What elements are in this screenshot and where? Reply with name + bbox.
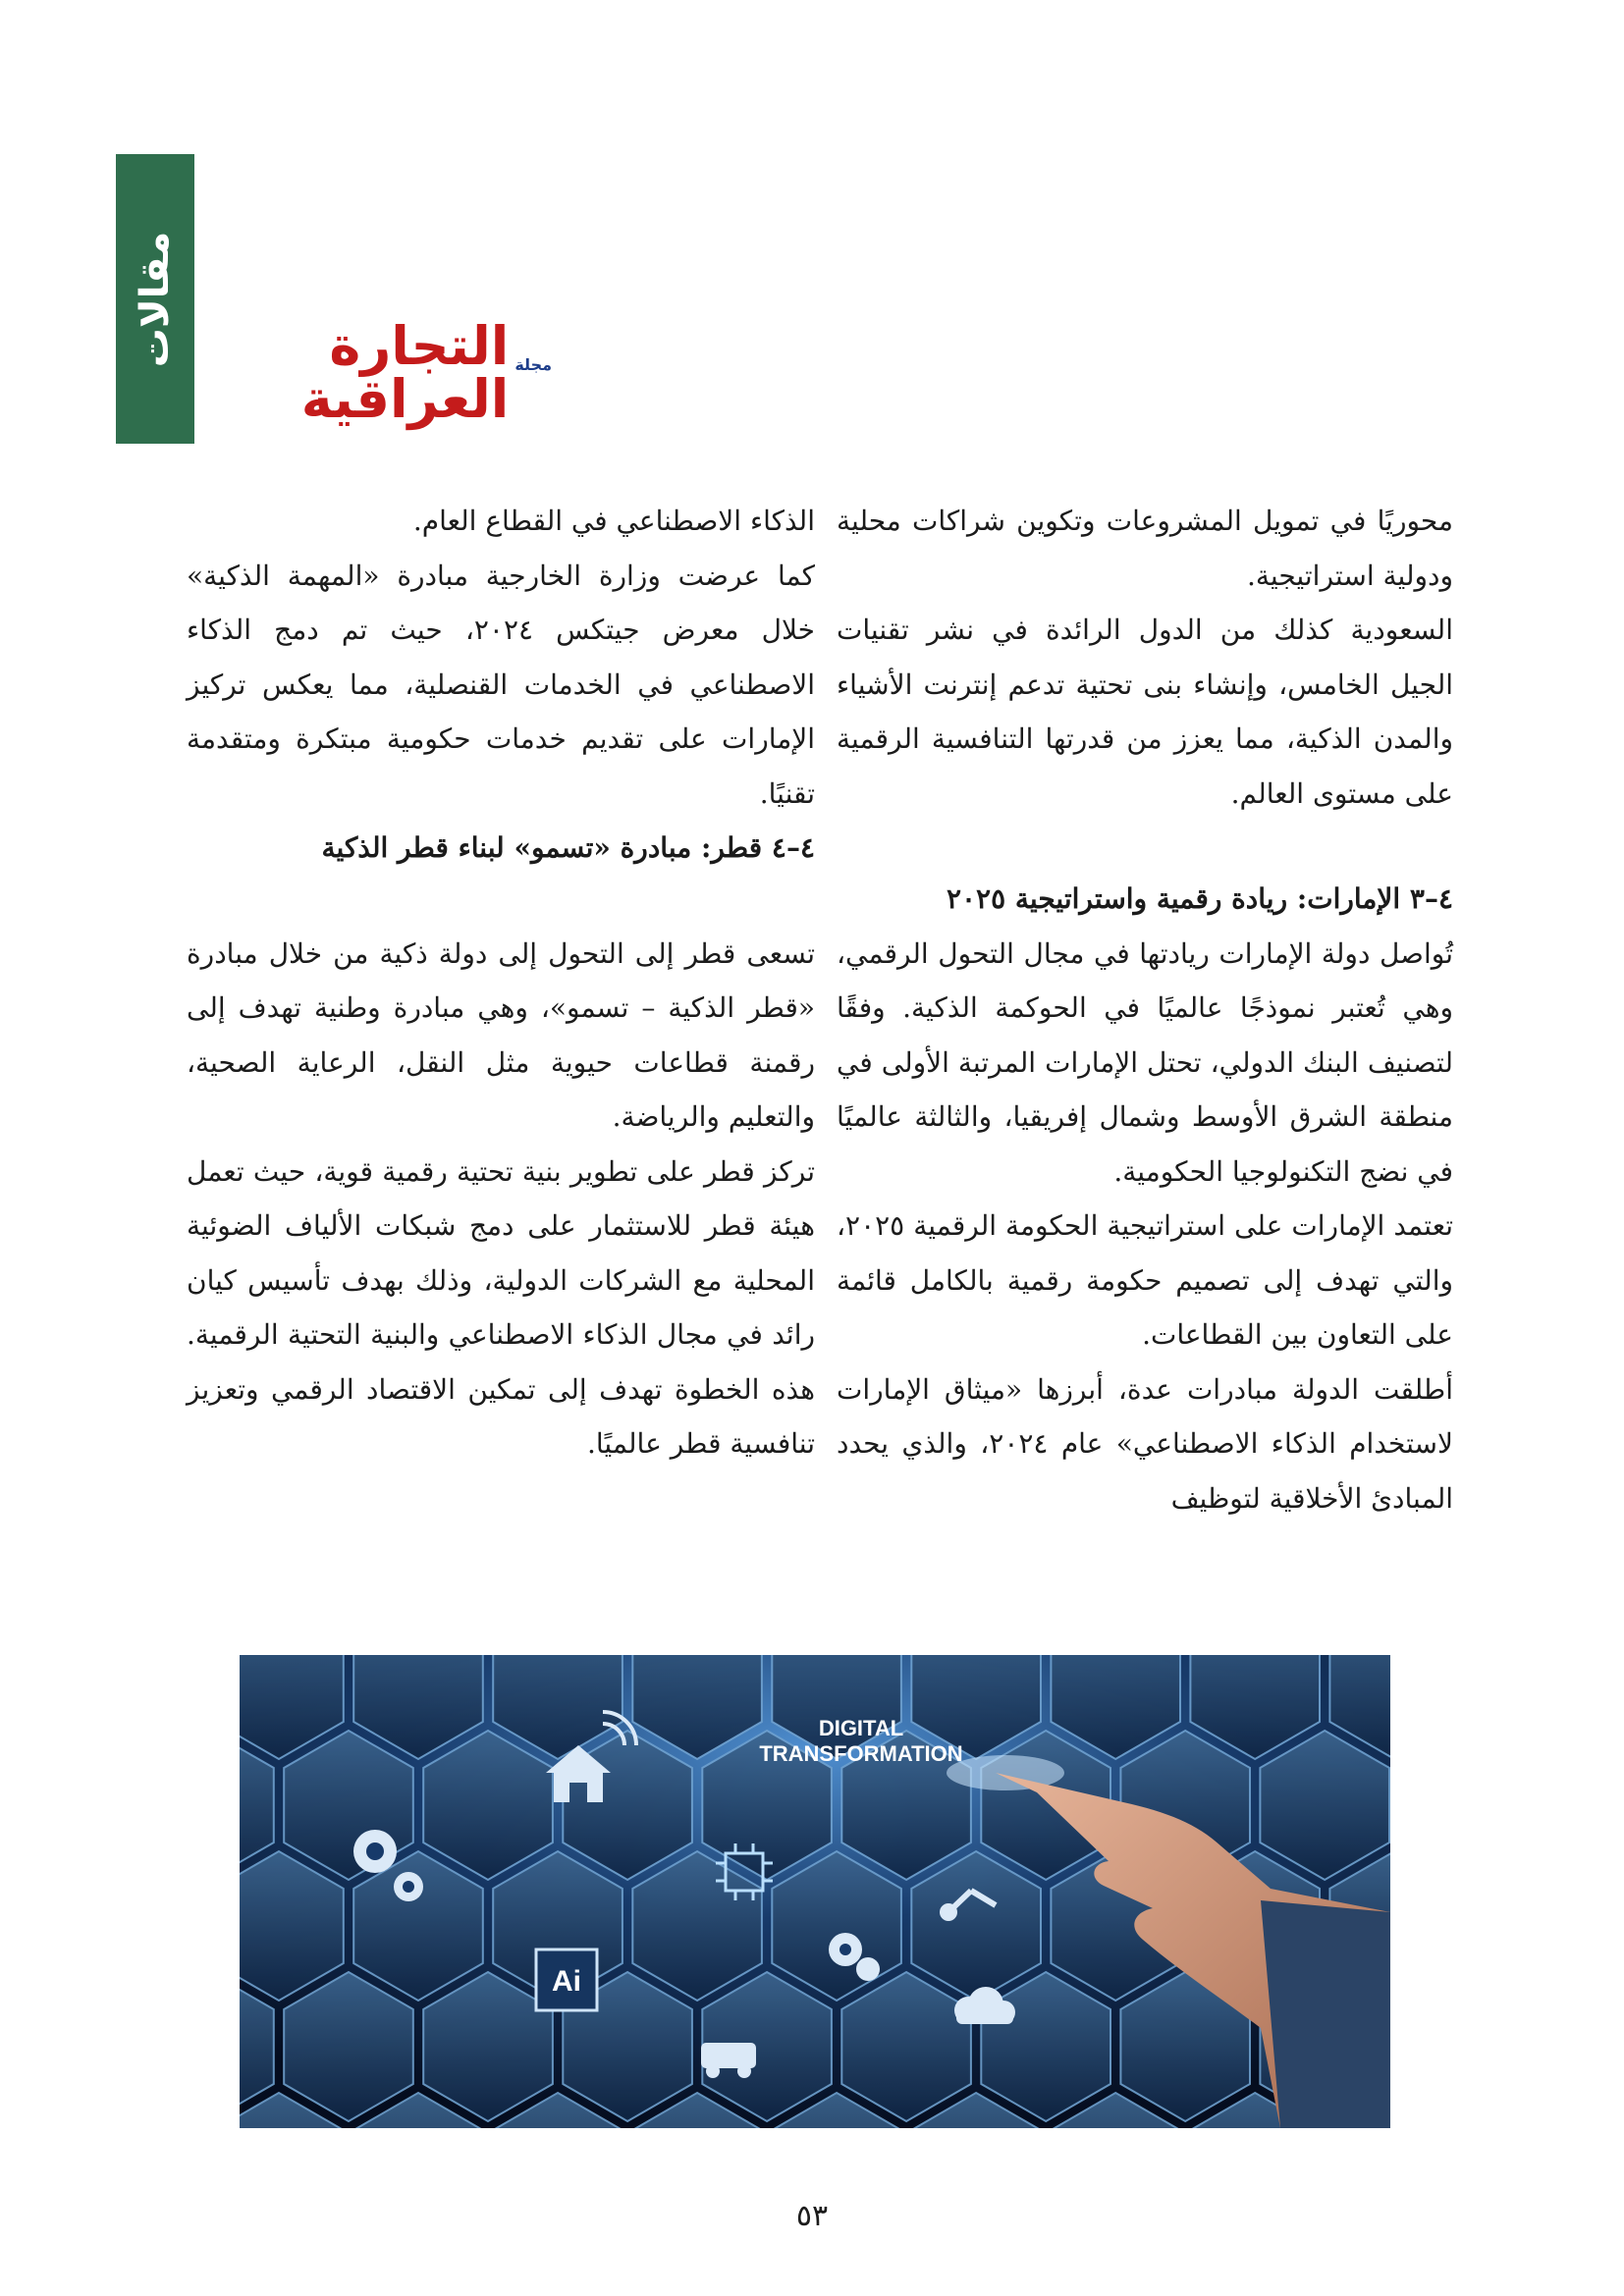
image-text-transformation: TRANSFORMATION (759, 1741, 963, 1766)
paragraph: تُواصل دولة الإمارات ريادتها في مجال التحول الرقمي، وهي تُعتبر نموذجًا عالميًا في الحوكمة الذكية. وفقًا لتصنيف البنك الدولي، تحتل الإمارات المرتبة الأولى في منطقة الشرق الأوسط وشمال إفريقيا، والثالثة عالميًا في نضج التكنولوجيا الحكومية. (837, 936, 1453, 1188)
right-column (837, 494, 1453, 1525)
magazine-logo (202, 315, 552, 430)
paragraph: تسعى قطر إلى التحول إلى دولة ذكية من خلال مبادرة «قطر الذكية – تسمو»، وهي مبادرة وطنية تهدف إلى رقمنة قطاعات حيوية مثل النقل، الرعاية الصحية، والتعليم والرياضة. (187, 936, 815, 1133)
magazine-title: التجارة العراقية (300, 315, 510, 430)
paragraph: تركز قطر على تطوير بنية تحتية رقمية قوية، حيث تعمل هيئة قطر للاستثمار على دمج شبكات الألياف الضوئية المحلية مع الشركات الدولية، وذلك بهدف تأسيس كيان رائد في مجال الذكاء الاصطناعي والبنية التحتية الرقمية. هذه الخطوة تهدف إلى تمكين الاقتصاد الرقمي وتعزيز تنافسية قطر عالميًا. (187, 1154, 815, 1460)
paragraph-gap (837, 821, 1453, 872)
paragraph: الذكاء الاصطناعي في القطاع العام. (412, 505, 815, 537)
paragraph: تعتمد الإمارات على استراتيجية الحكومة الرقمية ٢٠٢٥، والتي تهدف إلى تصميم حكومة رقمية بالكامل قائمة على التعاون بين القطاعات. (837, 1209, 1453, 1351)
magazine-prefix: مجلة (514, 355, 552, 374)
section-tab (116, 154, 194, 444)
section-label: مقالات (133, 231, 178, 367)
digital-transformation-image (240, 1655, 1390, 2128)
paragraph: محوريًا في تمويل المشروعات وتكوين شراكات محلية ودولية استراتيجية. (837, 505, 1453, 592)
page-number: ٥٣ (795, 2199, 829, 2233)
paragraph-gap (187, 876, 815, 927)
paragraph: السعودية كذلك من الدول الرائدة في نشر تقنيات الجيل الخامس، وإنشاء بنى تحتية تدعم إنترنت الأشياء والمدن الذكية، مما يعزز من قدرتها التنافسية الرقمية على مستوى العالم. (837, 614, 1453, 810)
left-column (187, 494, 815, 1471)
paragraph: كما عرضت وزارة الخارجية مبادرة «المهمة الذكية» خلال معرض جيتكس ٢٠٢٤، حيث تم دمج الذكاء الاصطناعي في الخدمات القنصلية، مما يعكس تركيز الإمارات على تقديم خدمات حكومية مبتكرة ومتقدمة تقنيًا. (187, 559, 815, 810)
image-text-digital: DIGITAL (818, 1716, 904, 1740)
ai-chip-icon (536, 1949, 597, 2010)
ai-label: Ai (552, 1965, 581, 1998)
section-heading: ٤–٤ قطر: مبادرة «تسمو» لبناء قطر الذكية (321, 831, 815, 864)
paragraph: أطلقت الدولة مبادرات عدة، أبرزها «ميثاق الإمارات لاستخدام الذكاء الاصطناعي» عام ٢٠٢٤، والذي يحدد المبادئ الأخلاقية لتوظيف (837, 1372, 1453, 1515)
section-heading: ٤–٣ الإمارات: ريادة رقمية واستراتيجية ٢٠٢٥ (946, 882, 1453, 915)
